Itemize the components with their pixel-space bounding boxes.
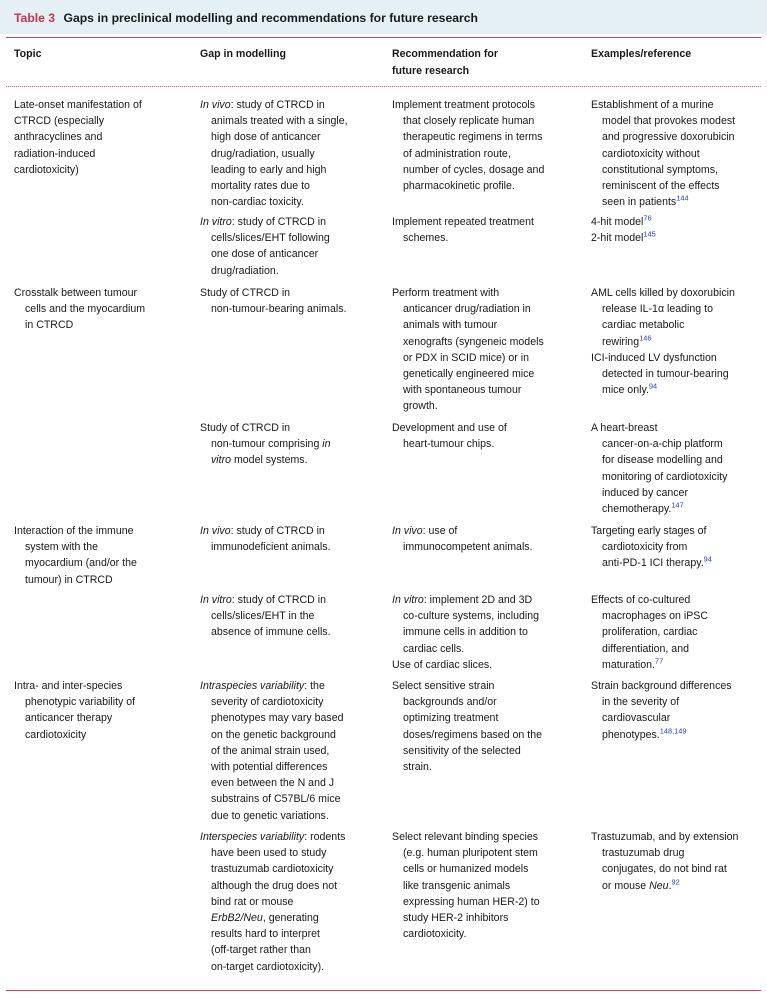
text-line: cardiotoxicity xyxy=(25,728,87,741)
text-line: Use of cardiac slices. xyxy=(392,658,493,671)
italic-term: in xyxy=(322,438,331,451)
text-line: AML cells killed by doxorubicin xyxy=(591,287,735,299)
text-span: phenotypes. xyxy=(602,728,660,741)
text-line: results hard to interpret xyxy=(211,928,320,941)
row-late-onset-gap-in-vivo xyxy=(200,97,348,210)
text-line: non-cardiac toxicity. xyxy=(211,196,304,209)
text-line: Establishment of a murine xyxy=(591,99,714,111)
text-line: animals with tumour xyxy=(403,319,498,332)
row-variability-recommendation-b xyxy=(392,829,540,942)
row-crosstalk-recommendation-b xyxy=(392,420,507,452)
row-immune-example-a xyxy=(591,523,712,572)
row-variability-gap-interspecies xyxy=(200,829,345,975)
text-line xyxy=(591,657,708,673)
text-span: chemotherapy. xyxy=(602,503,672,516)
text-line: Development and use of xyxy=(392,422,507,434)
text-line: expressing human HER-2) to xyxy=(403,895,540,908)
text-span: mice only. xyxy=(602,384,649,397)
text-line: mortality rates due to xyxy=(211,180,310,193)
text-line: trastuzumab drug xyxy=(602,847,685,860)
row-variability-topic xyxy=(14,678,135,743)
table-title: Gaps in preclinical modelling and recommendations for future research xyxy=(63,11,478,25)
text-line: severity of cardiotoxicity xyxy=(211,696,324,709)
text-line: like transgenic animals xyxy=(403,879,511,892)
text-line: Targeting early stages of xyxy=(591,525,707,537)
header-recommendation xyxy=(392,46,498,80)
row-late-onset-topic xyxy=(14,97,142,178)
text-line: anthracyclines and xyxy=(14,131,103,144)
header-gap: Gap in modelling xyxy=(200,48,286,60)
text-line: pharmacokinetic profile. xyxy=(403,180,515,193)
reference-link[interactable]: 146 xyxy=(639,333,652,343)
text-line: although the drug does not xyxy=(211,879,338,892)
text-line: or PDX in SCID mice) or in xyxy=(403,351,529,364)
text-line: strain. xyxy=(403,761,432,774)
text-line: Select sensitive strain xyxy=(392,680,495,692)
text-line: on the genetic background xyxy=(211,728,336,741)
text-line: immune cells in addition to xyxy=(403,626,528,639)
text-line: study HER-2 inhibitors xyxy=(403,912,509,925)
text-line xyxy=(591,727,732,743)
text-line: optimizing treatment xyxy=(403,712,499,725)
italic-term: In vitro xyxy=(200,594,232,606)
text-line xyxy=(200,452,331,468)
row-late-onset-example-a xyxy=(591,97,735,210)
text-line: growth. xyxy=(403,400,438,413)
text-line: of administration route, xyxy=(403,147,511,160)
text-line: schemes. xyxy=(403,232,449,245)
text-span: . xyxy=(668,879,672,892)
row-variability-gap-intraspecies xyxy=(200,678,344,824)
text-line: of the animal strain used, xyxy=(211,744,330,757)
reference-link[interactable]: 77 xyxy=(655,656,664,666)
text-line: co-culture systems, including xyxy=(403,610,540,623)
row-late-onset-gap-in-vitro xyxy=(200,214,330,279)
text-line xyxy=(591,214,656,230)
text-line: release IL-1α leading to xyxy=(602,303,713,316)
text-line: substrains of C57BL/6 mice xyxy=(211,793,341,806)
text-line: genetically engineered mice xyxy=(403,368,535,381)
text-line: A heart-breast xyxy=(591,422,658,434)
text-line: conjugates, do not bind rat xyxy=(602,863,727,876)
text-line: doses/regimens based on the xyxy=(403,728,542,741)
text-line xyxy=(200,678,344,694)
text-line: with potential differences xyxy=(211,761,328,774)
text-line: system with the xyxy=(25,541,99,554)
text-span: : the xyxy=(304,680,325,692)
table-top-rule xyxy=(6,37,761,38)
text-line: immunocompetent animals. xyxy=(403,541,533,554)
text-line xyxy=(591,878,738,894)
text-line: cardiovascular xyxy=(602,712,671,725)
text-line: Crosstalk between tumour xyxy=(14,287,138,299)
header-recommendation-line2: future research xyxy=(392,65,470,77)
text-line: monitoring of cardiotoxicity xyxy=(602,470,728,483)
text-line: cardiac cells. xyxy=(403,642,465,655)
text-line: leading to early and high xyxy=(211,163,327,176)
row-immune-gap-in-vitro xyxy=(200,592,331,641)
italic-term: vitro xyxy=(211,454,232,467)
row-crosstalk-recommendation-a xyxy=(392,285,544,415)
row-crosstalk-gap-a xyxy=(200,285,346,317)
text-line: ICI-induced LV dysfunction xyxy=(591,351,717,364)
text-line: induced by cancer xyxy=(602,486,688,499)
text-line: in CTRCD xyxy=(25,319,74,332)
italic-term: Intraspecies variability xyxy=(200,680,305,692)
text-line: in the severity of xyxy=(602,696,680,709)
text-line: (off-target rather than xyxy=(211,944,311,957)
text-line: bind rat or mouse xyxy=(211,895,294,908)
italic-term: In vitro xyxy=(200,216,232,228)
italic-term: In vivo xyxy=(200,525,231,537)
text-line: Perform treatment with xyxy=(392,287,500,299)
text-line: heart-tumour chips. xyxy=(403,438,495,451)
reference-link[interactable]: 94 xyxy=(648,381,658,391)
text-line xyxy=(200,436,331,452)
text-line: and progressive doxorubicin xyxy=(602,131,735,144)
text-line: model that provokes modest xyxy=(602,115,736,128)
text-line: Intra- and inter-species xyxy=(14,680,123,692)
text-span: rewiring xyxy=(602,335,640,348)
header-divider xyxy=(6,86,761,87)
text-line xyxy=(591,501,727,517)
text-span: , generating xyxy=(262,912,319,925)
text-span: : study of CTRCD in xyxy=(230,99,325,111)
text-span: or mouse xyxy=(602,879,647,892)
reference-link[interactable]: 147 xyxy=(671,500,684,510)
text-line: Effects of co-cultured xyxy=(591,594,691,606)
text-span: : study of CTRCD in xyxy=(231,216,326,228)
italic-term: In vitro xyxy=(392,594,424,606)
text-line: phenotypic variability of xyxy=(25,696,136,709)
reference-link[interactable]: 148,149 xyxy=(659,726,687,736)
row-variability-recommendation-a xyxy=(392,678,542,775)
row-late-onset-recommendation-a xyxy=(392,97,544,194)
text-line xyxy=(591,194,735,210)
text-line: number of cycles, dosage and xyxy=(403,163,545,176)
text-line: constitutional symptoms, xyxy=(602,163,718,176)
text-line: cardiotoxicity from xyxy=(602,541,688,554)
text-line: Implement repeated treatment xyxy=(392,216,534,228)
text-line: absence of immune cells. xyxy=(211,626,331,639)
text-line xyxy=(591,230,656,246)
text-line: anticancer drug/radiation in xyxy=(403,303,531,316)
text-line: differentiation, and xyxy=(602,642,689,655)
text-line xyxy=(200,523,331,539)
text-line: non-tumour-bearing animals. xyxy=(211,303,347,316)
text-line: proliferation, cardiac xyxy=(602,626,698,639)
text-line: cells/slices/EHT following xyxy=(211,232,330,245)
text-line: cardiotoxicity. xyxy=(403,928,467,941)
table-bottom-rule xyxy=(6,990,761,991)
text-line: myocardium (and/or the xyxy=(25,557,137,570)
text-line xyxy=(591,334,735,350)
row-variability-example-b xyxy=(591,829,738,894)
row-late-onset-recommendation-b xyxy=(392,214,534,246)
text-line: with spontaneous tumour xyxy=(403,384,522,397)
text-line: on-target cardiotoxicity). xyxy=(211,960,325,973)
row-immune-recommendation-in-vivo xyxy=(392,523,533,555)
text-span: : study of CTRCD in xyxy=(230,525,325,537)
text-line: cells or humanized models xyxy=(403,863,529,876)
text-line xyxy=(200,829,345,845)
text-line: Study of CTRCD in xyxy=(200,422,291,434)
reference-link[interactable]: 145 xyxy=(643,229,656,239)
text-span: seen in patients xyxy=(602,196,677,209)
row-immune-gap-in-vivo xyxy=(200,523,331,555)
reference-link[interactable]: 144 xyxy=(676,193,689,203)
row-immune-recommendation-in-vitro xyxy=(392,592,539,673)
text-line xyxy=(200,910,345,926)
text-line: CTRCD (especially xyxy=(14,115,105,128)
text-line: Late-onset manifestation of xyxy=(14,99,142,111)
row-crosstalk-gap-b xyxy=(200,420,331,469)
header-topic: Topic xyxy=(14,48,42,60)
text-span: non-tumour comprising xyxy=(211,438,320,451)
text-span: : implement 2D and 3D xyxy=(423,594,533,606)
italic-term: Neu xyxy=(649,879,669,892)
text-line: cardiotoxicity without xyxy=(602,147,700,160)
text-line: cells/slices/EHT in the xyxy=(211,610,315,623)
text-span: anti-PD-1 ICI therapy. xyxy=(602,557,704,570)
text-line: even between the N and J xyxy=(211,777,335,790)
text-line: cardiotoxicity) xyxy=(14,163,79,176)
text-line: Select relevant binding species xyxy=(392,831,539,843)
text-line: detected in tumour-bearing xyxy=(602,368,729,381)
text-line: cells and the myocardium xyxy=(25,303,146,316)
text-span: model systems. xyxy=(231,454,308,467)
text-line xyxy=(392,523,533,539)
text-line: backgrounds and/or xyxy=(403,696,497,709)
text-span: : use of xyxy=(422,525,458,537)
text-line: due to genetic variations. xyxy=(211,809,329,822)
text-line: for disease modelling and xyxy=(602,454,723,467)
text-line: trastuzumab cardiotoxicity xyxy=(211,863,334,876)
text-line: Interaction of the immune xyxy=(14,525,134,537)
text-line: have been used to study xyxy=(211,847,327,860)
text-line: immunodeficient animals. xyxy=(211,541,331,554)
row-immune-topic xyxy=(14,523,137,588)
text-line: therapeutic regimens in terms xyxy=(403,131,543,144)
text-line: Implement treatment protocols xyxy=(392,99,536,111)
text-line: that closely replicate human xyxy=(403,115,535,128)
text-line xyxy=(200,592,331,608)
text-line: tumour) in CTRCD xyxy=(25,573,113,586)
text-line: phenotypes may vary based xyxy=(211,712,344,725)
text-line: xenografts (syngeneic models xyxy=(403,335,544,348)
text-line xyxy=(591,555,712,571)
text-line: cancer-on-a-chip platform xyxy=(602,438,723,451)
text-span: : study of CTRCD in xyxy=(231,594,326,606)
text-line xyxy=(200,214,330,230)
text-span: maturation. xyxy=(602,658,655,671)
text-line: drug/radiation, usually xyxy=(211,147,315,160)
text-line: Strain background differences xyxy=(591,680,732,692)
row-immune-example-b xyxy=(591,592,708,673)
header-examples: Examples/reference xyxy=(591,48,692,60)
text-line: macrophages on iPSC xyxy=(602,610,708,623)
text-line: (e.g. human pluripotent stem xyxy=(403,847,538,860)
italic-term: ErbB2/Neu xyxy=(211,912,263,925)
reference-link[interactable]: 94 xyxy=(703,554,712,564)
text-line: drug/radiation. xyxy=(211,264,279,277)
text-line: anticancer therapy xyxy=(25,712,113,725)
text-line: cardiac metabolic xyxy=(602,319,685,332)
row-crosstalk-topic xyxy=(14,285,145,334)
row-variability-example-a xyxy=(591,678,732,743)
text-line xyxy=(392,592,539,608)
italic-term: In vivo xyxy=(392,525,423,537)
italic-term: Interspecies variability xyxy=(200,831,305,843)
text-span: 2-hit model xyxy=(591,232,644,245)
table-caption xyxy=(0,0,767,34)
text-line: Study of CTRCD in xyxy=(200,287,291,299)
text-line: animals treated with a single, xyxy=(211,115,348,128)
text-line: radiation-induced xyxy=(14,147,96,160)
text-line xyxy=(200,97,348,113)
reference-link[interactable]: 76 xyxy=(643,213,652,223)
text-line: sensitivity of the selected xyxy=(403,744,521,757)
row-crosstalk-example-a xyxy=(591,285,735,398)
italic-term: In vivo xyxy=(200,99,231,111)
text-line: Trastuzumab, and by extension xyxy=(591,831,739,843)
table-label: Table 3 xyxy=(14,11,56,25)
text-line xyxy=(591,382,735,398)
reference-link[interactable]: 92 xyxy=(671,877,680,887)
text-line: reminiscent of the effects xyxy=(602,180,720,193)
row-late-onset-example-b xyxy=(591,214,656,246)
row-crosstalk-example-b xyxy=(591,420,727,517)
text-span: 4-hit model xyxy=(591,216,644,228)
text-line: one dose of anticancer xyxy=(211,248,319,261)
text-line: high dose of anticancer xyxy=(211,131,321,144)
text-span: : rodents xyxy=(304,831,346,843)
header-recommendation-line1: Recommendation for xyxy=(392,48,498,60)
